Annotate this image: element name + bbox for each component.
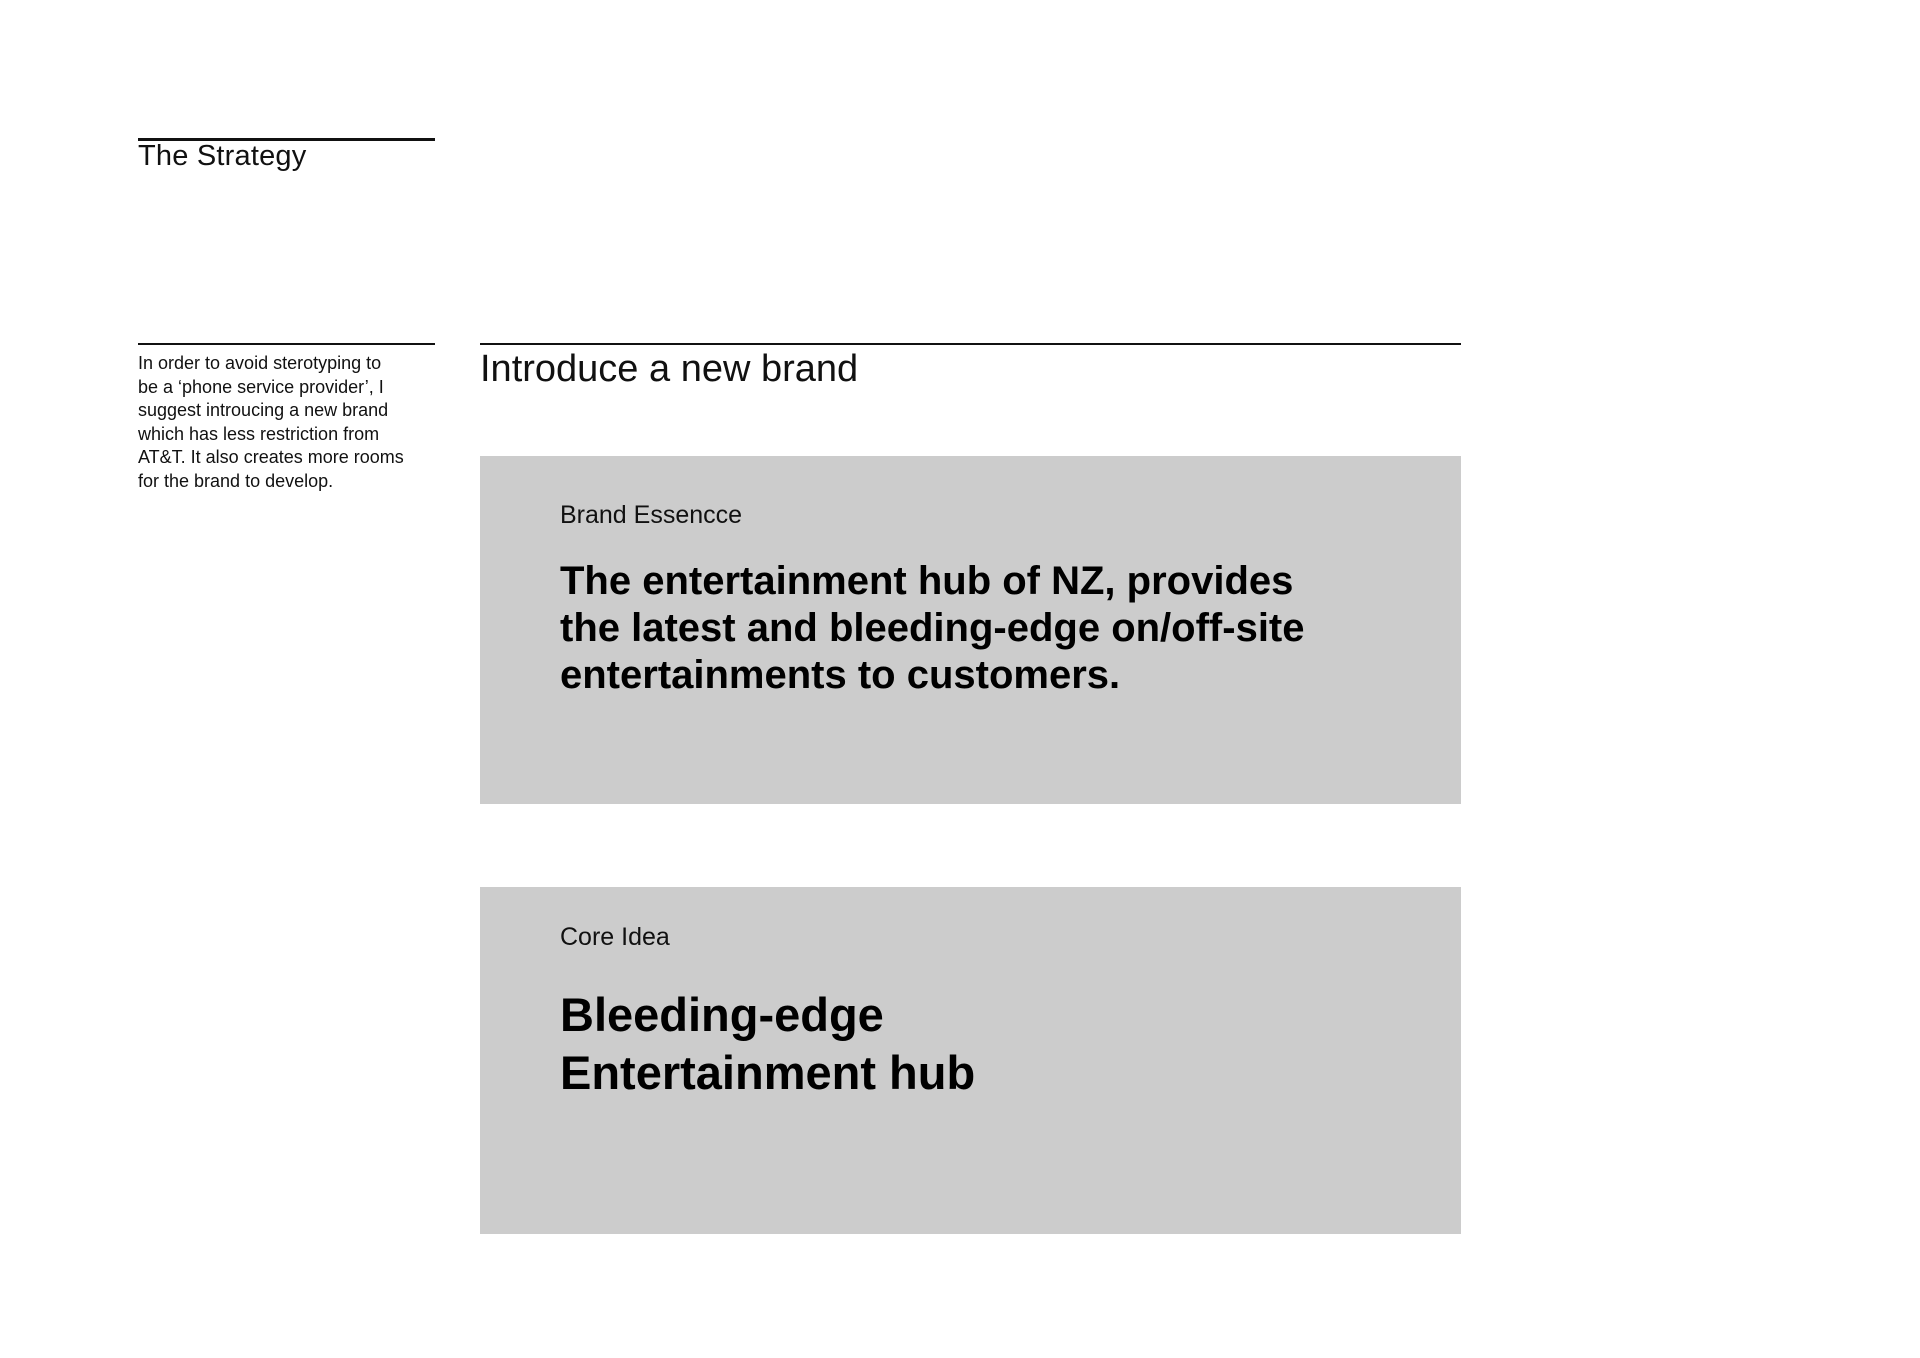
side-note-line: suggest introucing a new brand bbox=[138, 400, 389, 420]
section-title: The Strategy bbox=[138, 140, 307, 172]
brand-essence-line: entertainments to customers. bbox=[560, 653, 1121, 697]
brand-essence-card bbox=[480, 456, 1461, 804]
side-note-line: be a ‘phone service provider’, I bbox=[138, 376, 384, 397]
core-idea-line: Entertainment hub bbox=[560, 1046, 976, 1099]
main-heading: Introduce a new brand bbox=[480, 348, 859, 390]
note-rule bbox=[138, 343, 435, 345]
brand-essence-statement bbox=[560, 558, 1400, 699]
core-idea-line: Bleeding-edge bbox=[560, 988, 884, 1041]
core-idea-statement bbox=[560, 986, 1401, 1102]
brand-essence-line: the latest and bleeding-edge on/off-site bbox=[560, 606, 1305, 650]
main-rule bbox=[480, 343, 1461, 345]
side-note-line: for the brand to develop. bbox=[138, 470, 334, 491]
side-note-line: which has less restriction from bbox=[138, 423, 380, 444]
core-idea-label: Core Idea bbox=[560, 923, 670, 951]
side-note-line: In order to avoid sterotyping to bbox=[138, 353, 382, 373]
side-note-line: AT&T. It also creates more rooms bbox=[138, 447, 404, 467]
brand-essence-line: The entertainment hub of NZ, provides bbox=[560, 559, 1294, 603]
brand-essence-label: Brand Essencce bbox=[560, 501, 743, 529]
core-idea-card bbox=[480, 887, 1461, 1234]
side-note bbox=[138, 352, 438, 493]
